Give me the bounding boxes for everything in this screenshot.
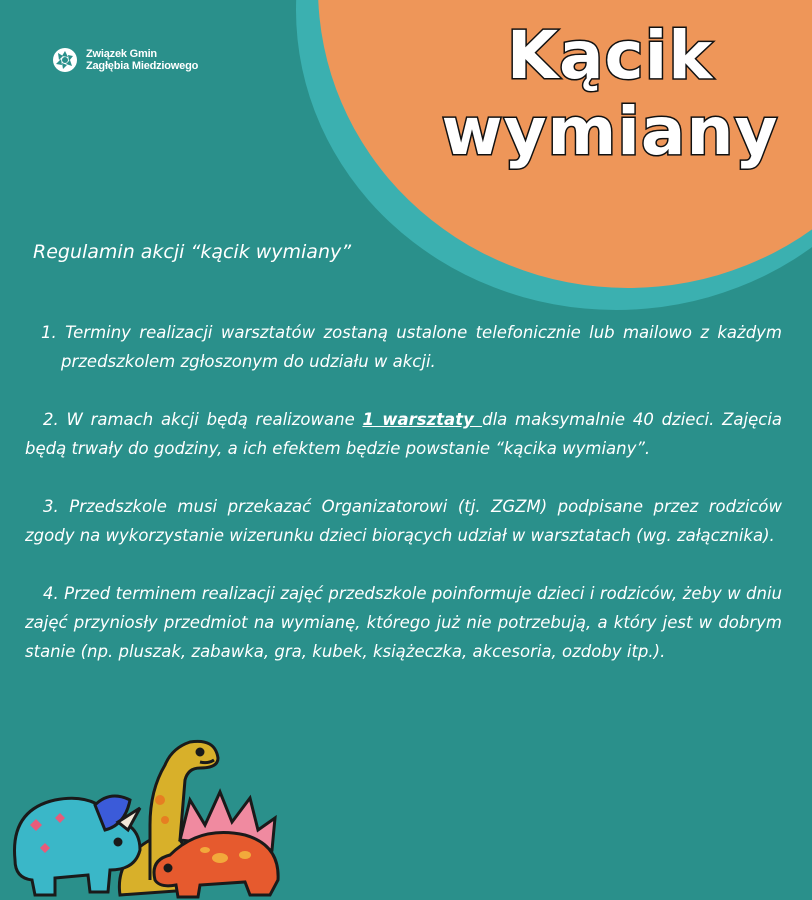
page-title [420,18,800,170]
rule-item [25,405,782,463]
rule-item [25,579,782,666]
rule-text: Przedszkole musi przekazać Organizatorowi (tj. ZGZM) podpisane przez rodziców zgody na wykorzystanie wizerunku dzieci biorących udział w warsztatach (wg. załącznika). [25,497,783,545]
rule-emphasis: 1 warsztaty [362,410,483,429]
logo-line-2: Zagłębia Miedziowego [86,60,199,72]
rules-list [25,318,782,695]
rule-item [25,318,782,376]
rule-text: Przed terminem realizacji zajęć przedszkole poinformuje dzieci i rodziców, żeby w dniu zajęć przyniosły przedmiot na wymianę, którego już nie potrzebują, a który jest w dobrym stanie (np. pluszak, zabawka, gra, kubek, książeczka, akcesoria, ozdoby itp.). [25,584,782,661]
dinosaurs-illustration [0,730,300,900]
organization-logo [52,47,198,73]
rule-number: 1. [41,323,57,342]
rule-number: 2. [43,410,59,429]
rule-text: dla maksymalnie 40 dzieci. Zajęcia będą trwały do godziny, a ich efektem będzie powstanie “kącika wymiany”. [25,410,783,458]
aperture-icon [52,47,78,73]
rule-number: 4. [43,584,59,603]
rules-heading: Regulamin akcji “kącik wymiany” [33,241,352,263]
rule-text: W ramach akcji będą realizowane [66,410,363,429]
title-line-2: wymiany [441,93,779,170]
rule-number: 3. [43,497,59,516]
rule-item [25,492,782,550]
title-line-1: Kącik [506,17,714,94]
rule-text: Terminy realizacji warsztatów zostaną ustalone telefonicznie lub mailowo z każdym przedszkolem zgłoszonym do udziału w akcji. [61,323,782,371]
logo-line-1: Związek Gmin [86,48,157,60]
